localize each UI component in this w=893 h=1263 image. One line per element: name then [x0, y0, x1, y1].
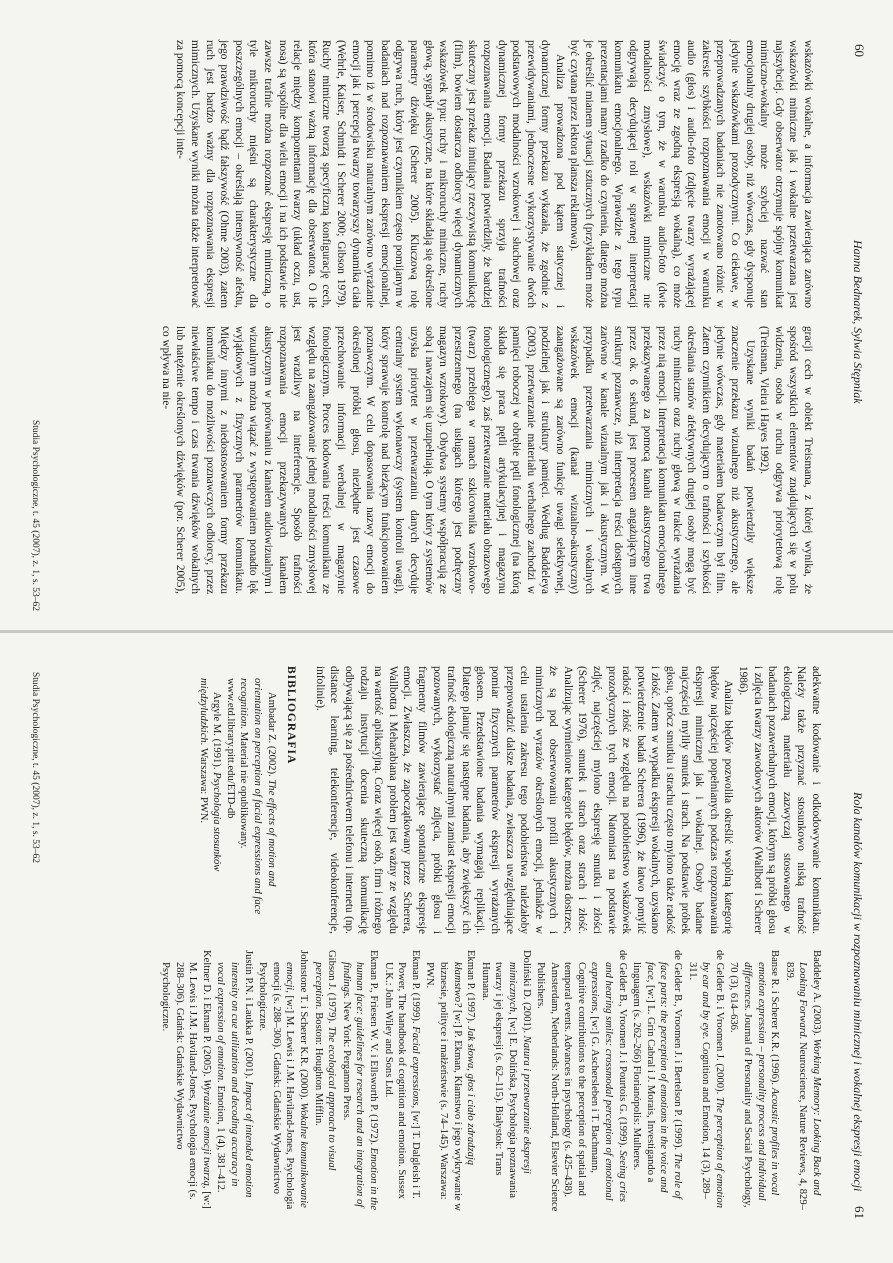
- bibliography-entry: [782, 950, 823, 1212]
- ref-author: Doliński D. (2001).: [520, 950, 532, 1036]
- paragraph: Analiza błędów pozwoliła określić wspólną kategorię błędów najczęściej popełnianych podczas rozpoznawania ekspresji mimicznej jak i wokalnej. Osoby badane najczęściej myliły smutek i strach. Na podstawie próbek głosu, oprócz smutku i strachu często mylono także radość i złość. Zatem w wypadku ekspresji wokalnych, uzyskano potwierdzenie badań Scherera (1996), że łatwo pomylić radość i złość ze względu na podobieństwo wskazówek prozodycznych tych emocji. Natomiast na podstawie zdjęć, najczęściej mylono ekspresję smutku i złości (Scherer 1976), smutek i strach oraz strach i złość. Analizując wymienione kategorie błędów, można dostrzec, że są pod obserwowaniu profili akustycznych i mimicznych wyrazów określonych emocji, jednakże w celu ustalenia zakresu tego podobieństwa należałoby przeprowadzić dalsze badania, zwłaszcza uwzględniające pomiar fizycznych parametrów ekspresji wyrażanych głosem. Przedstawione badania wymagają replikacji. Dlatego planuje się następne badania, aby zwiększyć ich trafność ekologiczną naturalnymi zamiast ekspresji emocji pozowanych, wykorzystać zdjęcia, próbki głosu i fragmenty filmów zawierające spontaniczne ekspresje emocji. Zwłaszcza, że zapoczątkowany przez Scherera, Wallbotta i Meharabiana problem jest ważny ze względu na wartość aplikacyjną. Coraz więcej osób, firm i różnego rodzaju instytucji docenia skuteczną komunikację odbywającą się za pośrednictwem telefonu i internetu (np. distance learning, telekonferencje, videokonferencje, infolinie).: [313, 666, 735, 934]
- ref-title: The ecological approach to visual perception.: [312, 962, 338, 1171]
- ref-publication: [w:] E. Dolińska, Psychologia poznawania twarzy i jej ekspresji (s. 62–115). Białystok: Trans Humana.: [479, 962, 518, 1198]
- ref-author: Gibson J. (1979).: [326, 950, 338, 1027]
- page-footer: Studia Psychologiczne, t. 45 (2007), z. 1, s. 53–62: [30, 672, 40, 864]
- ref-author: Johnstone T. i Scherer K.R. (2000).: [298, 950, 310, 1103]
- bibliography-list: [196, 666, 278, 934]
- ref-publication: Material nie opublikowany. www.etd.library.pitt.edu/ETD-db: [224, 678, 250, 849]
- ref-title: Facial expressions,: [409, 1026, 421, 1111]
- ref-author: Justin P.N. i Laukka P. (2001).: [242, 950, 254, 1082]
- running-head: Rola kanałów komunikacji w rozpoznawaniu mimicznej i wokalnej ekspresji emocji: [851, 792, 865, 1192]
- ref-publication: Cognition and Emotion, 14 (3), 289–311.: [686, 962, 712, 1199]
- ref-title: Natura i przetwarzanie ekspresji mimicznych,: [506, 962, 532, 1174]
- ref-title: Working Memory: Looking Back and Looking Forward.: [797, 962, 822, 1196]
- ref-title: Wokalne komunikowanie emocji,: [284, 962, 310, 1208]
- ref-publication: [w:] L. Grin Cabral i J. Morais, Investigando a linguagem (s. 262–266) Florianópolis: Mulheres.: [631, 962, 656, 1183]
- page-number: 60: [852, 44, 867, 57]
- bibliography-entry: [727, 950, 781, 1212]
- ref-author: Ambadar Z. (2002).: [265, 692, 277, 780]
- bibliography-entry: [311, 950, 338, 1212]
- bibliography-entry: [534, 950, 629, 1212]
- paragraph: Uzyskane wyniki badań potwierdziły większe znaczenie przekazu wizualnego niż akustycznego, ale jedynie wówczas, gdy materiałem badawczym był film. Zatem czynnikiem decydującym o trafności i szybkości określania stanów afektywnych drugiej osoby mogą być ruchy mimiczne oraz ruchy głową w trakcie wyrażania przez nią emocji. Interpretacja komunikatu emocjonalnego przekazywanego za pomocą kanału akustycznego trwa przez ok. 6 sekund, jest procesem angażującym inne struktury poznawcze, niż interpretacja treści dostępnych zarówno w kanale wizualnym jak i akustycznym. W przypadku przetwarzania mimicznych i wokalnych wskazówek emocji (kanał wizualno-akustyczny) zaangażowane są zarówno funkcje uwagi selektywnej, podzielnej jak i struktury pamięci. Według Baddeleya (2003), przetwarzanie materiału werbalnego zachodzi w pamięci roboczej w obrębie pętli fonologicznej (na którą składa się praca pętli artykulacyjnej i magazynu fonologicznego), zaś przetwarzanie materiału obrazowego (twarz) przebiega w ramach szkicownika wzrokowo-przestrzennego (na usługach którego jest podręczny magazyn wzrokowy). Obydwa systemy współpracują ze sobą i nawzajem się uzupełniają. O tym który z systemów uzyska priorytet w przetwarzaniu danych decyduje centralny system wykonawczy (system kontroli uwagi), który sprawuje kontrolę nad bieżącym funkcjonowaniem poznawczym. W celu dopasowania nazwy emocji do określonej próbki głosu, niezbędne jest czasowe przechowanie informacji werbalnej w magazynie fonologicznym. Proces kodowania treści komunikatu ze względu na zaangażowanie jednej modalności zmysłowej jest wrażliwy na interferencje. Sposób trafności rozpoznawania emocji przekazywanych kanałem akustycznym w porównaniu z kanałem audiowizualnym i wizualnym można wiązać z występowaniem ponadto lęk wyjątkowych z fizycznych parametrów komunikatu. Między innymi z niedostosowaniem formy przekazu komunikatu do możliwości poznawczych odbiorcy, przez niewłaściwe tempo i czas trwania dźwięków wokalnych lub natężenie określonych dźwięków (por. Scherer 2005), co wpływa na nie-: [159, 326, 756, 594]
- running-head: Hanna Bednarek, Sylwia Stępniak: [851, 240, 865, 404]
- ref-publication: Neuroscience, Nature Reviews, 4, 829–839.: [783, 962, 809, 1210]
- bibliography-entry: [214, 950, 255, 1212]
- bibliography-entry: [339, 950, 380, 1212]
- text-column-1: [173, 40, 815, 308]
- ref-author: Ekman P., Friesen W. V. i Ellsworth P. (1972).: [368, 950, 379, 1148]
- bibliography-entry: [381, 950, 422, 1212]
- ref-author: Ekman P. (1997).: [465, 950, 477, 1027]
- ref-publication: [w:] T. Dalgleish i T. Power, The handbook of cognition and emotion. Sussex U.K.: John Wiley and Sons Ltd.: [382, 962, 421, 1199]
- ref-author: Keltner D. i Ekman P. (2005).: [200, 950, 212, 1080]
- bibliography-entry: [685, 950, 726, 1212]
- paragraph: wskazówki wokalne, a informacja zawierająca zarówno wskazówki mimiczne jak i wokalne przetwarzana jest najszybciej. Gdy obserwator otrzymuje spójny komunikat mimiczno-wokalny może szybciej nazwać stan emocjonalny drugiej osoby, niż wówczas, gdy dysponuje jedynie wskazówkami prozodycznymi. Co ciekawe, w przeprowadzanych badaniach nie zanotowano różnic w zakresie szybkości rozpoznawania emocji w warunku audio (głos) i audio-foto (zdjęcie twarzy wyrażającej emocję wraz ze zgodną ekspresją wokalną), co może świadczyć o tym, że w warunku audio-foto (dwie modalności zmysłowe), wskazówki mimiczne nie odgrywają decydującej roli w sprawnej interpretacji komunikatu emocjonalnego. Wprawdzie z tego typu prezentacjami mamy rzadko do czynienia, dlatego można je określić mianem sytuacji sztucznych (przykładem może być czytana przez lektora plansza reklamowa).: [568, 40, 814, 308]
- ref-title: Jak słowa, głos i ciało zdradzają kłamstwo?: [451, 962, 477, 1166]
- ref-publication: Journal of Personality and Social Psychology, 70 (3), 614–636.: [728, 962, 754, 1208]
- bibliography-entry: [256, 950, 310, 1212]
- text-column-1: [196, 666, 823, 934]
- bibliography-entry: [478, 950, 532, 1212]
- ref-author: Baddeley A. (2003).: [811, 950, 822, 1039]
- ref-publication: Warszawa: PWN.: [197, 748, 209, 824]
- ref-title: Impact of intended emotion intensity on cue utilization and decoding accuracy in vocal expression of emotion.: [215, 962, 254, 1198]
- bibliography-list: [159, 950, 824, 1212]
- paragraph: adekwatne kodowanie i odkodowywanie komunikatu. Należy także przyznać stosunkowo niską trafność ekologiczną materiału zazwyczaj stosowanego w badaniach pozawerbalnych emocji, którym są próbki głosu i zdjęcia twarzy zawodowych aktorów (Wallbott i Scherer 1986).: [737, 666, 822, 934]
- ref-publication: [w:] M. Lewis i J.M. Haviland-Jones, Psychologia emocji (s. 288–306). Gdańsk: Gdańskie Wydawnictwo Psychologiczne.: [160, 962, 212, 1209]
- text-column-2: [158, 326, 815, 594]
- ref-title: Seeing cries and hearing smiles: crossmodal perception of emotional expressions,: [589, 962, 628, 1202]
- ref-author: de Gelder B. i Vroomen J. (2000).: [713, 950, 725, 1097]
- ref-author: Banse R. i Scherer K.R. (1996).: [769, 950, 781, 1088]
- ref-publication: Emotion, 1 (4), 381–412.: [215, 1085, 227, 1193]
- ref-title: Wyrażanie emocji twarzą,: [200, 1079, 212, 1192]
- page-footer: Studia Psychologiczne, t. 45 (2007), z. 1, s. 53–62: [30, 420, 40, 612]
- right-page: [0, 632, 893, 1263]
- ref-author: de Gelder B., Vroomen J. i Bertelson P. (1999).: [672, 950, 684, 1153]
- ref-author: Ekman P. (1999).: [409, 950, 421, 1027]
- ref-title: Psychologia stosunków międzyludzkich.: [197, 678, 223, 872]
- page-number: 61: [852, 1206, 867, 1219]
- bibliography-heading: BIBLIOGRAFIA: [285, 666, 298, 765]
- ref-publication: [w:] G. Aschersleben i T. Bachmann, Cognitive contributions to the perception of spatial and temporal events. Advances in psychology (s. 425–438). Amsterdam, Netherlands: North-Holland, Elsevier Science Publishers.: [535, 962, 601, 1212]
- text-column-2: [158, 950, 824, 1212]
- ref-title: Acoustic profiles in vocal emotion expression – personality process and individual differences.: [742, 962, 781, 1201]
- left-page: [0, 0, 893, 631]
- bibliography-entry: [423, 950, 477, 1212]
- ref-title: The perception of emotion by ear and by eye.: [700, 962, 725, 1208]
- ref-publication: [w:] P. Ekman, Kłamstwo i jego wykrywanie w biznesie, polityce i małżeństwie (s. 74–145). Warszawa: PWN.: [424, 962, 463, 1211]
- ref-publication: New York: Pergamon Press.: [340, 1001, 352, 1121]
- ref-title: The role of face parts: the perception of emotions in the voice and face,: [644, 962, 684, 1199]
- ref-title: Emotion in the human face: guidelines for research and an integration of findings.: [340, 962, 379, 1211]
- bibliography-entry: [630, 950, 684, 1212]
- paragraph: gracji cech w obiekt Treismana, z której wynika, że spośród wszystkich elementów znajdujących się w polu widzenia, osoba w ruchu odgrywa priorytetową rolę (Treisman, Vieira i Hayes 1992).: [758, 326, 814, 594]
- ref-publication: [w:] M. Lewis i J.M. Haviland-Jones, Psychologia emocji (s. 288–306). Gdańsk: Gdańskie Wydawnictwo Psychologiczne.: [257, 962, 296, 1210]
- ref-author: Argyle M. (1991).: [211, 692, 223, 773]
- bibliography-entry: [223, 666, 277, 934]
- ref-title: The effects of motion and orientation on perception of facial expressions and face recognition.: [238, 678, 277, 915]
- ref-author: de Gelder B., Vroomen J. i Pourtois G. (1999).: [616, 950, 628, 1151]
- bibliography-entry: [159, 950, 213, 1212]
- paragraph: Analiza prowadzona pod kątem statycznej i dynamicznej formy przekazu wykazała, że zgodnie z przewidywaniami, jednoczesne wykorzystywanie dwóch podstawowych modalności wzrokowej i słuchowej oraz dynamicznej formy przekazu sprzyja trafności rozpoznawania emocji. Badania potwierdziły, że bardziej skuteczny jest przekaz imitujący rzeczywistą komunikację (film), bowiem dostarcza odbiorcy więcej dynamicznych wskazówek typu: ruchy i mikroruchy mimiczne, ruchy głową, sygnały akustyczne, na które składają się określone parametry dźwięku (Scherer 2005). Kluczową rolę odgrywa ruch, który jest czynnikiem często pomijanym w badaniach nad rozpoznawaniem ekspresji emocjonalnej, pomimo iż w środowisku naturalnym zarówno wyrażanie emocji jak i percepcja twarzy towarzyszy dynamika ciała (Wehrle, Kaiser, Schmidt i Scherer 2000; Gibson 1979). Ruchy mimiczne tworzą specyficzną konfigurację cech, która stanowi ważną informację dla obserwatora. O ile relacje między komponentami twarzy (układ oczu, ust, nosa) są wspólne dla wielu emocji i na ich podstawie nie zawsze trafnie można rozpoznać ekspresję mimiczną, o tyle mikroruchy mięśni są charakterystyczne dla poszczególnych emocji – określają intensywność afektu, jego prawdziwość bądź fałszywość (Ohme 2003), zatem ruch jest bardzo ważny dla rozpoznawania ekspresji mimicznych. Uzyskane wyniki można także interpretować za pomocą koncepcji inte-: [174, 40, 566, 308]
- ref-publication: Boston: Houghton Mifflin.: [312, 1012, 324, 1126]
- bibliography-entry: [196, 666, 223, 934]
